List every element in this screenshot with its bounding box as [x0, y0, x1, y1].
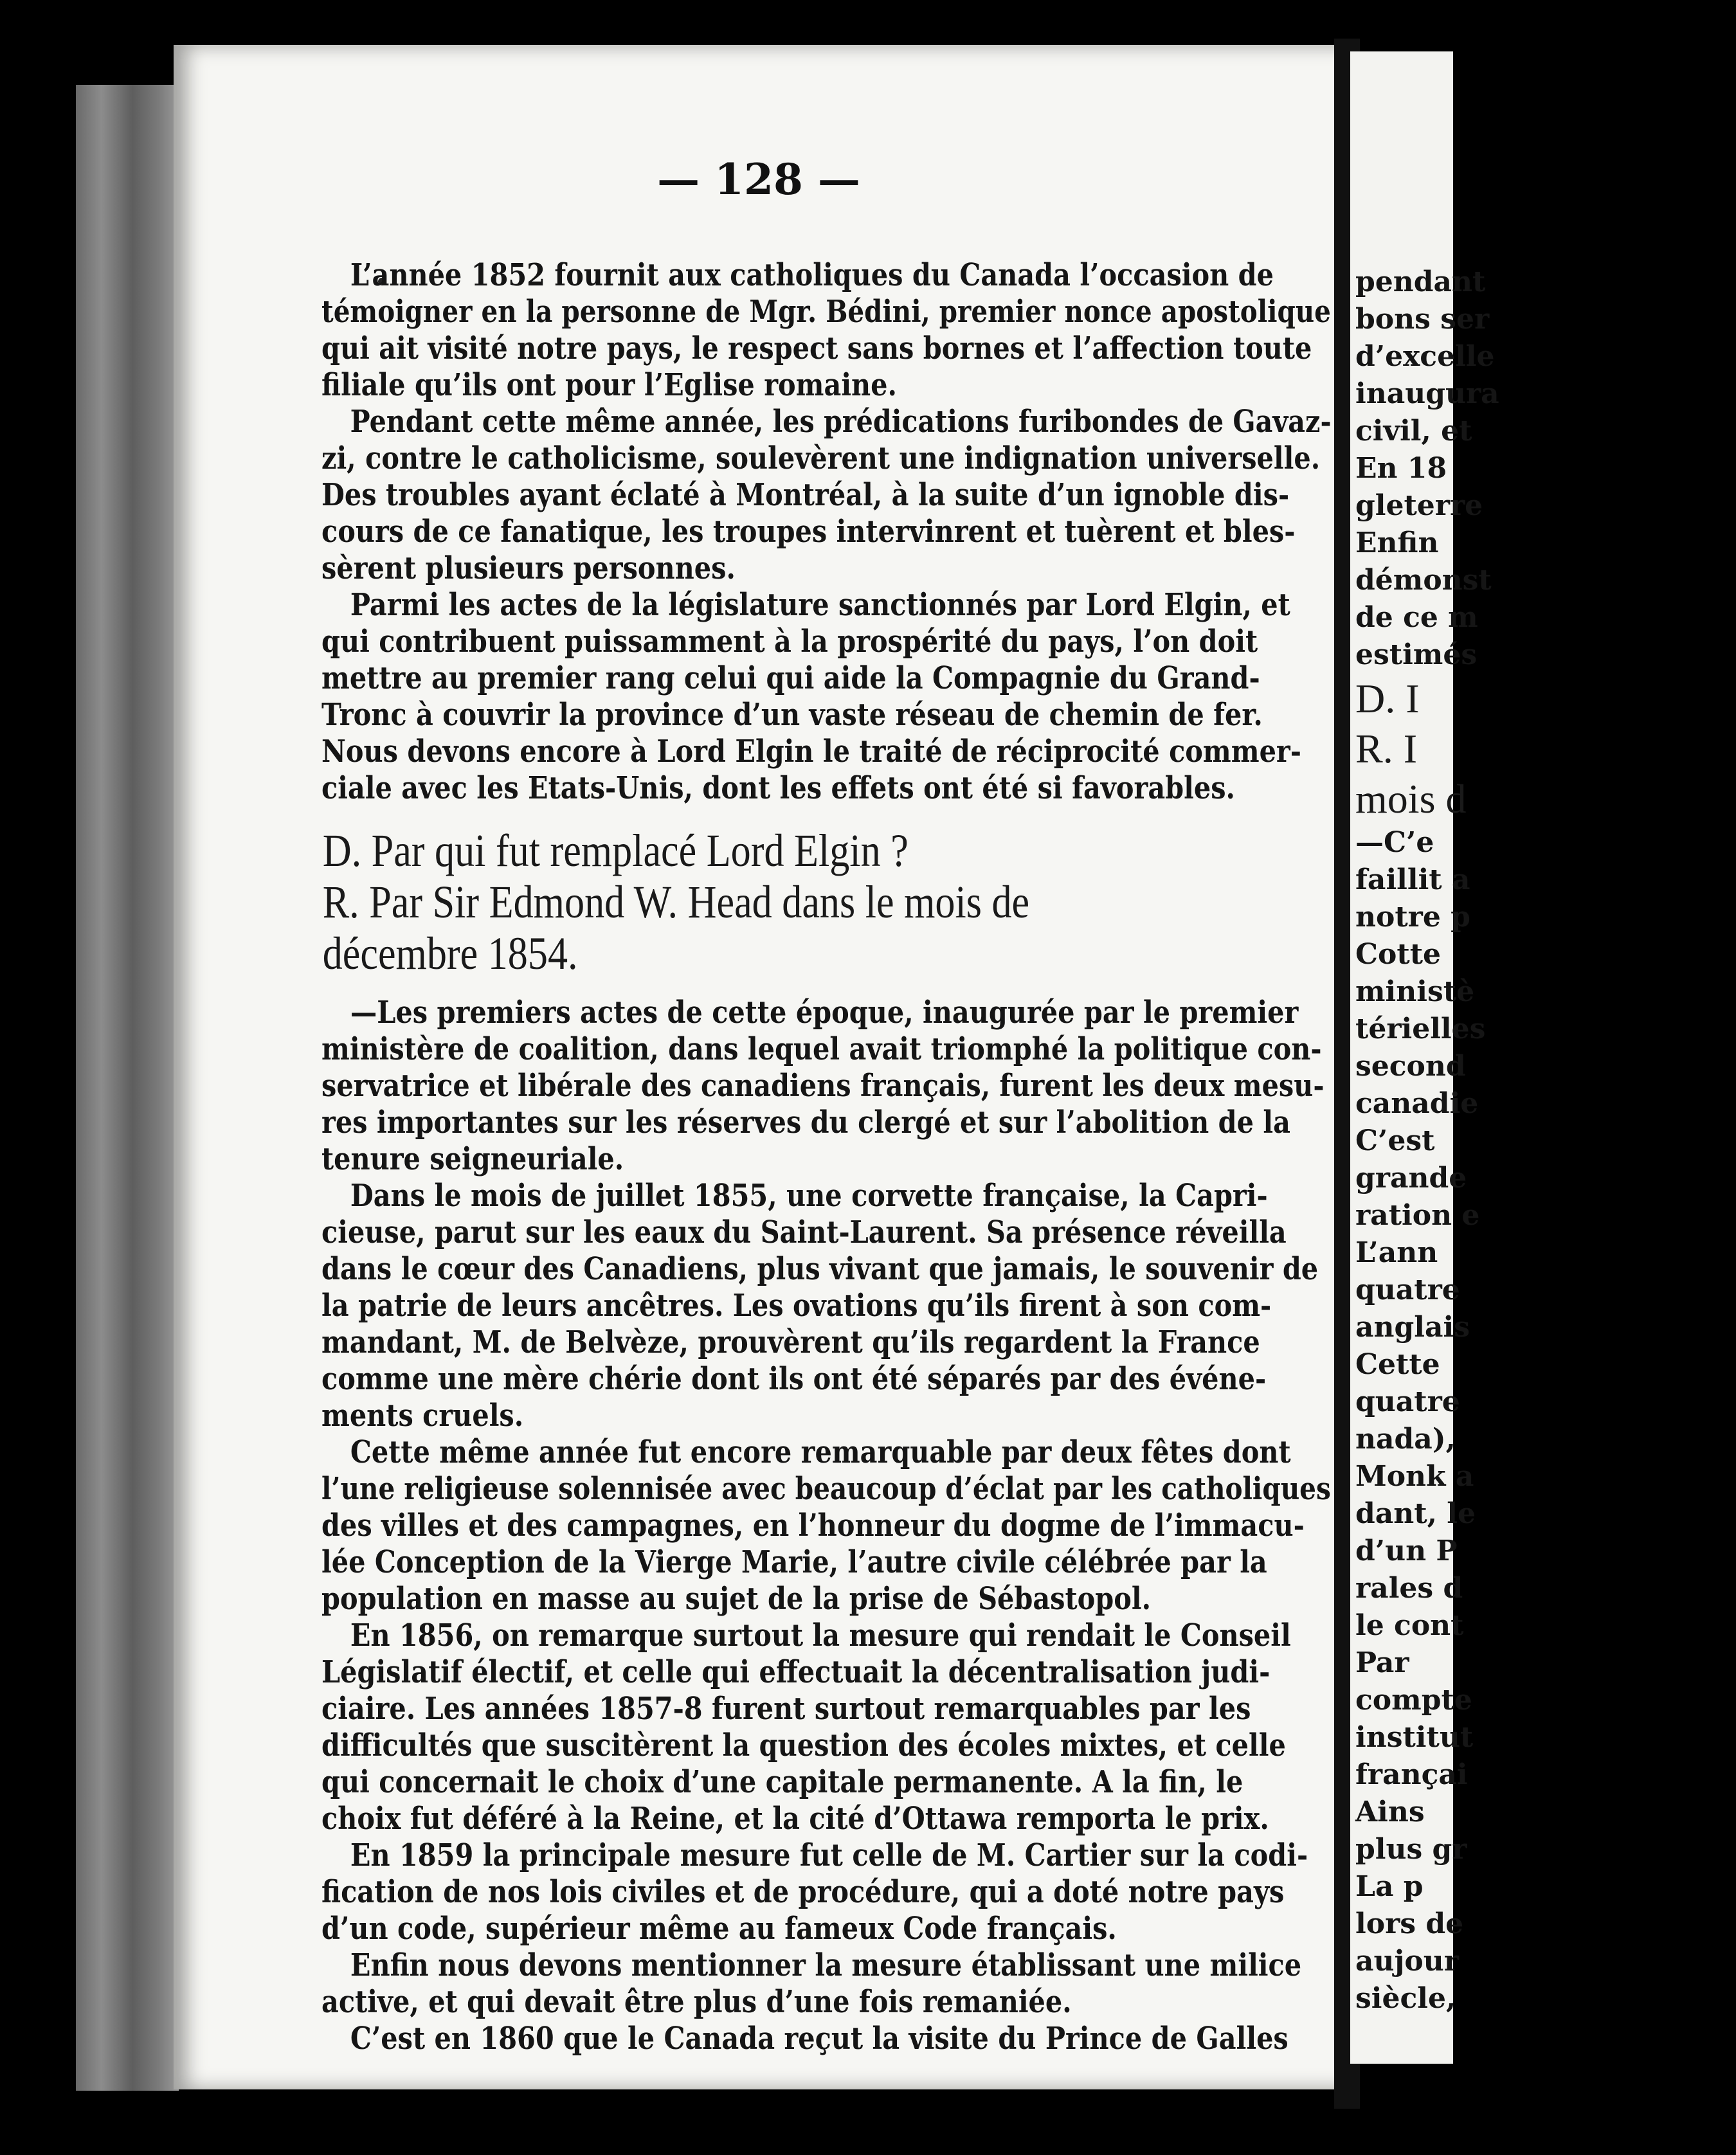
text-line: mettre au premier rang celui qui aide la Compagnie du Grand- [321, 660, 1260, 696]
right-page-fragment [1350, 51, 1499, 2064]
right-page-line: civil, et [1355, 415, 1472, 447]
text-line: servatrice et libérale des canadiens français, furent les deux mesu- [321, 1068, 1325, 1104]
text-line: D. Par qui fut remplacé Lord Elgin ? [322, 825, 909, 876]
text-line: ministère de coalition, dans lequel avait triomphé la politique con- [321, 1031, 1322, 1067]
text-line: cieuse, parut sur les eaux du Saint-Laurent. Sa présence réveilla [321, 1214, 1287, 1250]
right-page-line: rales d [1355, 1572, 1463, 1605]
right-page-line: nada), [1355, 1423, 1456, 1456]
right-page-line: institut [1355, 1721, 1474, 1754]
text-line: Pendant cette même année, les prédications furibondes de Gavaz- [350, 404, 1332, 440]
book-binding-edge [76, 85, 179, 2091]
text-line: active, et qui devait être plus d’une fois remaniée. [321, 1984, 1072, 2020]
text-line: d’un code, supérieur même au fameux Code français. [321, 1911, 1117, 1947]
text-line: décembre 1854. [322, 928, 578, 979]
right-page-line: lors de [1355, 1907, 1464, 1940]
text-line: Des troubles ayant éclaté à Montréal, à la suite d’un ignoble dis- [321, 477, 1290, 513]
text-line: difficultés que suscitèrent la question des écoles mixtes, et celle [321, 1727, 1286, 1763]
text-line: dans le cœur des Canadiens, plus vivant que jamais, le souvenir de [321, 1251, 1319, 1287]
text-line: Dans le mois de juillet 1855, une corvette française, la Capri- [350, 1178, 1268, 1214]
text-line: Cette même année fut encore remarquable par deux fêtes dont [350, 1434, 1291, 1470]
text-line: tenure seigneuriale. [321, 1141, 624, 1177]
right-page-line: le cont [1355, 1609, 1464, 1642]
right-page-line: compte [1355, 1684, 1472, 1717]
text-line: choix fut déféré à la Reine, et la cité d’Ottawa remporta le prix. [321, 1801, 1269, 1837]
right-page-line: gleterre [1355, 489, 1483, 522]
text-line: L’année 1852 fournit aux catholiques du Canada l’occasion de [350, 257, 1274, 293]
text-line: témoigner en la personne de Mgr. Bédini, premier nonce apostolique [321, 294, 1331, 330]
right-page-line: canadie [1355, 1087, 1479, 1120]
right-page-line: térielles [1355, 1013, 1486, 1045]
text-line: qui contribuent puissamment à la prospérité du pays, l’on doit [321, 624, 1258, 660]
text-line: lée Conception de la Vierge Marie, l’autre civile célébrée par la [321, 1544, 1267, 1580]
right-page-line: Enfin [1355, 527, 1439, 559]
right-page-line: L’ann [1355, 1236, 1438, 1269]
right-page-line: démonst [1355, 564, 1492, 597]
text-line: fication de nos lois civiles et de procédure, qui a doté notre pays [321, 1874, 1285, 1910]
right-text-column [1350, 264, 1736, 2017]
right-page-line: dant, le [1355, 1497, 1476, 1530]
right-page-line: Cette [1355, 1348, 1440, 1381]
text-line: ciale avec les Etats-Unis, dont les effets ont été si favorables. [321, 770, 1235, 806]
text-line: Parmi les actes de la législature sanctionnés par Lord Elgin, et [350, 587, 1290, 623]
right-page-line: C’est [1355, 1124, 1435, 1157]
text-line: filiale qu’ils ont pour l’Eglise romaine. [321, 367, 897, 403]
right-page-line: plus gr [1355, 1833, 1467, 1866]
text-line: En 1856, on remarque surtout la mesure qui rendait le Conseil [350, 1618, 1291, 1654]
text-line: comme une mère chérie dont ils ont été séparés par des événe- [321, 1361, 1267, 1397]
right-page-line: aujour [1355, 1945, 1459, 1978]
right-page-line: En 18 [1355, 452, 1447, 485]
page-number: — 128 — [657, 154, 860, 204]
text-line: sèrent plusieurs personnes. [321, 550, 736, 586]
text-line: Législatif électif, et celle qui effectuait la décentralisation judi- [321, 1654, 1270, 1690]
text-line: En 1859 la principale mesure fut celle de M. Cartier sur la codi- [350, 1837, 1308, 1873]
text-line: population en masse au sujet de la prise de Sébastopol. [321, 1581, 1152, 1617]
text-line: C’est en 1860 que le Canada reçut la visite du Prince de Galles [350, 2021, 1288, 2057]
right-page-line: —C’e [1355, 826, 1434, 859]
right-page-line: ration e [1355, 1199, 1480, 1232]
right-page-line: mois d [1355, 776, 1467, 822]
right-page-line: françai [1355, 1758, 1468, 1791]
text-line: R. Par Sir Edmond W. Head dans le mois de [322, 876, 1030, 928]
text-line: Enfin nous devons mentionner la mesure établissant une milice [350, 1947, 1302, 1983]
right-page-line: quatre [1355, 1385, 1460, 1418]
text-line: zi, contre le catholicisme, soulevèrent une indignation universelle. [321, 440, 1321, 476]
right-page-line: d’excelle [1355, 340, 1495, 373]
text-line: —Les premiers actes de cette époque, inaugurée par le premier [350, 995, 1299, 1031]
text-line: des villes et des campagnes, en l’honneur du dogme de l’immacu- [321, 1508, 1305, 1544]
right-page-line: La p [1355, 1870, 1424, 1903]
right-page-line: siècle, [1355, 1982, 1456, 2015]
right-page-line: notre p [1355, 901, 1470, 933]
right-page-line: estimés [1355, 638, 1478, 671]
right-page-line: anglais [1355, 1311, 1470, 1344]
right-page-line: de ce m [1355, 601, 1478, 634]
text-line: Nous devons encore à Lord Elgin le traité de réciprocité commer- [321, 734, 1301, 770]
text-line: Tronc à couvrir la province d’un vaste réseau de chemin de fer. [321, 697, 1263, 733]
right-page-line: d’un P [1355, 1535, 1458, 1567]
text-line: la patrie de leurs ancêtres. Les ovations qu’ils firent à son com- [321, 1288, 1272, 1324]
text-line: cours de ce fanatique, les troupes intervinrent et tuèrent et bles- [321, 514, 1296, 550]
right-page-line: Monk a [1355, 1460, 1474, 1493]
right-page-line: D. I [1355, 676, 1420, 721]
text-line: res importantes sur les réserves du clergé et sur l’abolition de la [321, 1105, 1291, 1141]
right-page-line: bons ser [1355, 303, 1490, 336]
left-page [174, 45, 1344, 2089]
right-page-line: quatre [1355, 1274, 1460, 1306]
text-line: ciaire. Les années 1857-8 furent surtout remarquables par les [321, 1691, 1251, 1727]
right-page-line: inaugura [1355, 377, 1499, 410]
right-page-line: R. I [1355, 726, 1417, 771]
right-page-line: ministè [1355, 975, 1475, 1008]
right-page-line: pendant [1355, 266, 1486, 298]
right-page-line: faillit a [1355, 863, 1470, 896]
text-line: ments cruels. [321, 1398, 524, 1434]
right-page-line: second [1355, 1050, 1466, 1083]
right-page-line: Ains [1355, 1796, 1425, 1828]
text-line: mandant, M. de Belvèze, prouvèrent qu’ils regardent la France [321, 1324, 1260, 1360]
text-line: qui ait visité notre pays, le respect sans bornes et l’affection toute [321, 330, 1312, 366]
right-page-line: grande [1355, 1162, 1467, 1195]
text-line: l’une religieuse solennisée avec beaucoup d’éclat par les catholiques [321, 1471, 1331, 1507]
right-page-line: Cotte [1355, 938, 1442, 971]
right-page-line: Par [1355, 1646, 1409, 1679]
main-text-column [321, 257, 1492, 2057]
text-line: qui concernait le choix d’une capitale permanente. A la fin, le [321, 1764, 1243, 1800]
